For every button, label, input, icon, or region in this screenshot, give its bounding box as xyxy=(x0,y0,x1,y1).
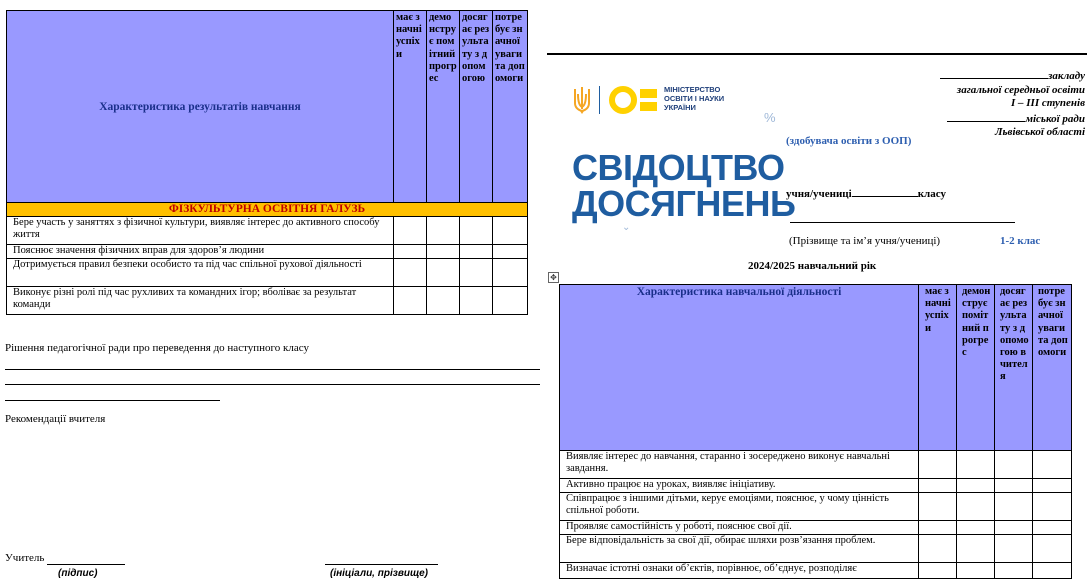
table-cell[interactable] xyxy=(460,217,493,245)
left-table-header-title: Характеристика результатів навчання xyxy=(99,100,301,113)
table-row xyxy=(560,521,1072,535)
row-text: Виявляє інтерес до навчання, старанно і зосереджено виконує навчальні завдання. xyxy=(560,451,919,479)
table-cell[interactable] xyxy=(919,479,957,493)
signature-caption: (підпис) xyxy=(58,568,98,579)
right-col-header-1: має значні успіхи xyxy=(919,285,957,451)
table-cell[interactable] xyxy=(919,563,957,579)
left-col-header-4: потребує значної уваги та допомоги xyxy=(493,11,528,203)
school-blank[interactable] xyxy=(940,68,1048,79)
recommendations-label: Рекомендації вчителя xyxy=(5,413,106,425)
row-text: Співпрацює з іншими дітьми, керує емоціями, пояснює, у чому цінність спільної роботи. xyxy=(560,493,919,521)
table-cell[interactable] xyxy=(460,245,493,259)
percent-mark-icon: % xyxy=(764,110,776,125)
table-cell[interactable] xyxy=(957,535,995,563)
table-row xyxy=(560,563,1072,579)
table-cell[interactable] xyxy=(995,493,1033,521)
section-title xyxy=(7,203,528,217)
left-results-table xyxy=(6,10,528,315)
mon-logo-icon xyxy=(609,85,661,115)
student-line xyxy=(786,186,946,200)
row-text: Пояснює значення фізичних вправ для здоров’я людини xyxy=(7,245,394,259)
table-row xyxy=(560,451,1072,479)
council-blank[interactable] xyxy=(947,111,1025,122)
row-text: Бере відповідальність за свої дії, обирає шляхи розв’язання проблем. xyxy=(560,535,919,563)
table-row xyxy=(7,245,528,259)
table-cell[interactable] xyxy=(995,451,1033,479)
school-line-2: загальної середньої освіти xyxy=(956,83,1085,96)
sen-note: (здобувача освіти з ООП) xyxy=(786,135,912,147)
row-text: Виконує різні ролі під час рухливих та командних ігор; вболіває за результат команди xyxy=(7,287,394,315)
table-cell[interactable] xyxy=(957,479,995,493)
table-cell[interactable] xyxy=(919,451,957,479)
table-row xyxy=(560,479,1072,493)
table-cell[interactable] xyxy=(1033,451,1072,479)
table-cell[interactable] xyxy=(493,217,528,245)
table-cell[interactable] xyxy=(957,493,995,521)
school-line-5: Львівської області xyxy=(994,126,1085,138)
certificate-title-line-1: СВІДОЦТВО xyxy=(572,147,785,188)
ministry-line-1: МІНІСТЕРСТВО xyxy=(664,85,721,94)
name-line[interactable] xyxy=(790,222,1015,223)
ministry-name xyxy=(664,85,724,112)
table-row xyxy=(7,259,528,287)
table-cell[interactable] xyxy=(1033,521,1072,535)
table-cell[interactable] xyxy=(394,245,427,259)
table-cell[interactable] xyxy=(919,521,957,535)
right-table-header xyxy=(560,285,919,451)
table-cell[interactable] xyxy=(460,259,493,287)
class-label: класу xyxy=(917,188,946,200)
row-text: Проявляє самостійність у роботі, пояснює свої дії. xyxy=(560,521,919,535)
row-text: Визначає істотні ознаки об’єктів, порівнює, об’єднує, розподіляє xyxy=(560,563,919,579)
table-cell[interactable] xyxy=(427,259,460,287)
table-cell[interactable] xyxy=(995,535,1033,563)
decision-line-2[interactable] xyxy=(5,384,540,385)
right-col-header-2: демонструє помітний прогрес xyxy=(957,285,995,451)
school-line-4: міської ради xyxy=(925,111,1085,127)
table-row xyxy=(560,493,1072,521)
section-title-text: ФІЗКУЛЬТУРНА ОСВІТНЯ ГАЛУЗЬ xyxy=(168,203,366,215)
table-cell[interactable] xyxy=(919,535,957,563)
trident-icon xyxy=(571,85,593,115)
initials-caption: (ініціали, прізвище) xyxy=(330,568,428,579)
decision-label: Рішення педагогічної ради про переведення до наступного класу xyxy=(5,342,309,354)
certificate-title xyxy=(572,147,796,224)
table-cell[interactable] xyxy=(957,521,995,535)
signature-line[interactable] xyxy=(47,564,125,565)
table-cell[interactable] xyxy=(493,287,528,315)
table-row xyxy=(7,287,528,315)
initials-line[interactable] xyxy=(325,564,438,565)
school-line-3: І – ІІІ ступенів xyxy=(1011,97,1085,109)
school-line-1: закладу xyxy=(925,68,1085,84)
row-text: Активно працює на уроках, виявляє ініціативу. xyxy=(560,479,919,493)
chevron-down-icon: ⌄ xyxy=(622,222,631,233)
table-cell[interactable] xyxy=(394,217,427,245)
table-cell[interactable] xyxy=(995,521,1033,535)
table-cell[interactable] xyxy=(1033,479,1072,493)
decision-line-3[interactable] xyxy=(5,400,220,401)
school-block xyxy=(925,68,1085,140)
grade-range: 1-2 клас xyxy=(1000,235,1041,247)
ministry-line-3: УКРАЇНИ xyxy=(664,103,696,112)
left-col-header-3: досягає результату з допомогою xyxy=(460,11,493,203)
table-row xyxy=(7,217,528,245)
table-cell[interactable] xyxy=(957,451,995,479)
right-activity-table xyxy=(559,284,1072,579)
table-cell[interactable] xyxy=(460,287,493,315)
right-col-header-3: досягає результату з допомогою вчителя xyxy=(995,285,1033,451)
ministry-logo xyxy=(571,84,741,118)
row-text: Бере участь у заняттях з фізичної культури, виявляє інтерес до активного способу життя xyxy=(7,217,394,245)
ministry-line-2: ОСВІТИ І НАУКИ xyxy=(664,94,725,103)
left-col-header-1: має значні успіхи xyxy=(394,11,427,203)
student-label: учня/учениці xyxy=(786,188,852,200)
row-text: Дотримується правил безпеки особисто та під час спільної рухової діяльності xyxy=(7,259,394,287)
table-cell[interactable] xyxy=(394,287,427,315)
table-cell[interactable] xyxy=(995,563,1033,579)
name-caption: (Прізвище та ім’я учня/учениці) xyxy=(789,235,941,247)
right-table-header-title: Характеристика навчальної діяльності xyxy=(636,286,842,298)
table-cell[interactable] xyxy=(427,217,460,245)
table-row xyxy=(560,535,1072,563)
school-year: 2024/2025 навчальний рік xyxy=(748,260,877,272)
logo-divider xyxy=(599,86,600,114)
table-cell[interactable] xyxy=(493,259,528,287)
right-col-header-4: потребує значної уваги та допомоги xyxy=(1033,285,1072,451)
table-cell[interactable] xyxy=(493,245,528,259)
table-cell[interactable] xyxy=(1033,563,1072,579)
teacher-label: Учитель xyxy=(5,552,45,564)
table-cell[interactable] xyxy=(427,245,460,259)
table-move-handle-icon[interactable]: ✥ xyxy=(548,272,559,283)
table-cell[interactable] xyxy=(1033,493,1072,521)
decision-line-1[interactable] xyxy=(5,369,540,370)
class-blank[interactable] xyxy=(852,186,918,197)
table-cell[interactable] xyxy=(957,563,995,579)
left-table-header xyxy=(7,11,394,203)
table-cell[interactable] xyxy=(995,479,1033,493)
table-cell[interactable] xyxy=(1033,535,1072,563)
left-col-header-2: демонструє помітний прогрес xyxy=(427,11,460,203)
certificate-title-line-2: ДОСЯГНЕНЬ xyxy=(572,183,796,224)
table-cell[interactable] xyxy=(427,287,460,315)
table-cell[interactable] xyxy=(919,493,957,521)
table-cell[interactable] xyxy=(394,259,427,287)
page-top-border xyxy=(547,53,1087,55)
